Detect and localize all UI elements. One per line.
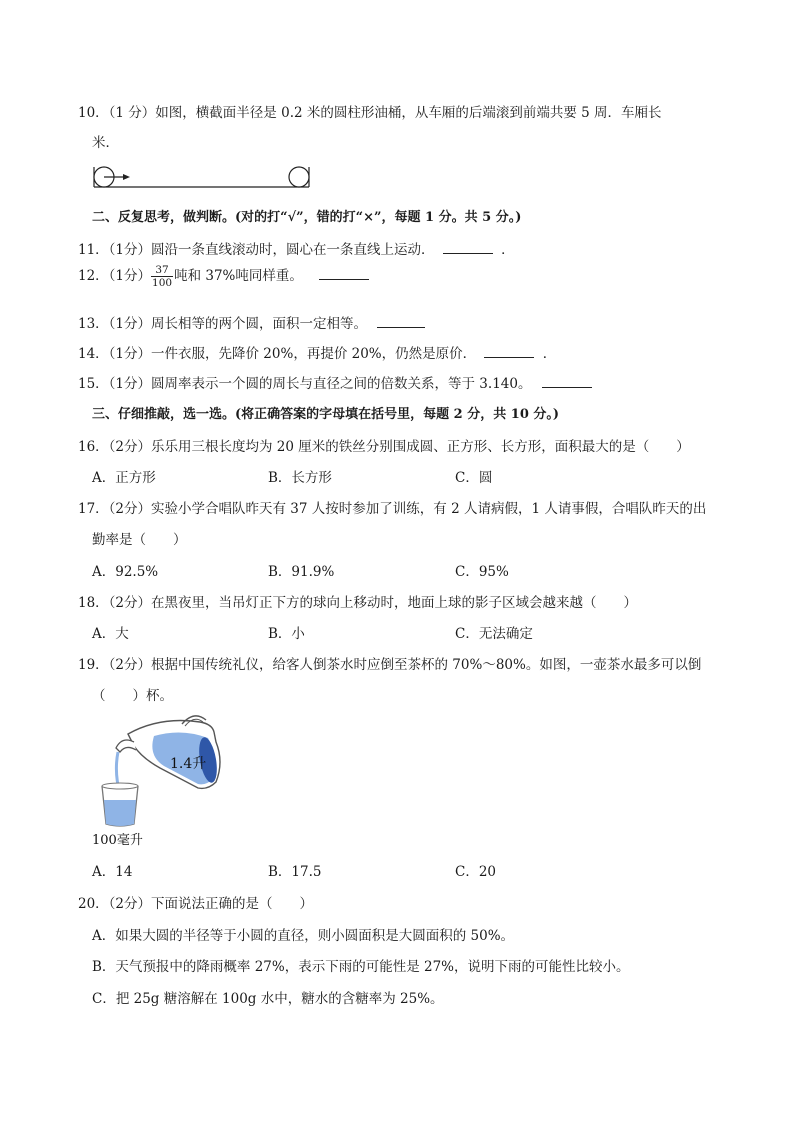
answer-blank: [443, 239, 493, 254]
question-10-text-cont: 米．: [92, 135, 119, 151]
option-c: C．95%: [455, 564, 509, 580]
option-a: A．正方形: [92, 470, 156, 486]
cup-volume-label: 100毫升: [92, 833, 143, 848]
option-a: A．大: [92, 626, 129, 642]
question-14: [78, 342, 556, 362]
answer-blank: [319, 265, 369, 280]
question-19-text-cont: （ ）杯。: [92, 688, 173, 704]
arrow-head-icon: [123, 174, 130, 180]
answer-blank: [377, 313, 425, 328]
question-12-suffix: 吨和 37%吨同样重。: [174, 268, 303, 284]
question-13: [78, 312, 425, 332]
option-c: C．20: [455, 864, 497, 880]
question-11-text: 11．（1分）圆沿一条直线滚动时，圆心在一条直线上运动．: [78, 242, 435, 258]
question-14-text: 14．（1分）一件衣服，先降价 20%，再提价 20%，仍然是原价．: [78, 346, 477, 362]
fraction-numerator: 37: [151, 264, 173, 277]
question-11-end: ．: [501, 242, 515, 258]
question-17-text: 17．（2分）实验小学合唱队昨天有 37 人按时参加了训练，有 2 人请病假，1 人请事假，合唱队昨天的出: [78, 501, 707, 517]
question-16-text: 16．（2分）乐乐用三根长度均为 20 厘米的铁丝分别围成圆、正方形、长方形，面积最大的是（ ）: [78, 439, 690, 455]
question-10-text: 10．（1 分）如图，横截面半径是 0.2 米的圆柱形油桶，从车厢的后端滚到前端共要 5 周．车厢长: [78, 105, 662, 121]
teapot-cup-illustration: [90, 712, 230, 852]
question-17-text-cont: 勤率是（ ）: [92, 532, 187, 548]
option-c: C．圆: [455, 470, 493, 486]
teapot-volume-label: 1.4升: [170, 756, 207, 772]
fraction: [151, 264, 173, 289]
option-c: C．把 25g 糖溶解在 100g 水中，糖水的含糖率为 25%。: [92, 991, 444, 1007]
question-20-text: 20．（2分）下面说法正确的是（ ）: [78, 896, 314, 912]
teapot-spout: [116, 740, 136, 752]
section-2-heading: 二、反复思考，做判断。(对的打“√”，错的打“×”，每题 1 分。共 5 分。): [92, 210, 522, 225]
question-18-text: 18．（2分）在黑夜里，当吊灯正下方的球向上移动时，地面上球的影子区域会越来越（ ）: [78, 595, 638, 611]
question-11: [78, 238, 515, 258]
cup-water: [104, 800, 136, 826]
option-a: A．14: [92, 864, 133, 880]
option-a: A．92.5%: [92, 564, 159, 580]
question-13-text: 13．（1分）周长相等的两个圆，面积一定相等。: [78, 316, 368, 332]
question-12-prefix: 12．（1分）: [78, 268, 152, 284]
option-b: B．小: [268, 626, 305, 642]
option-b: B．天气预报中的降雨概率 27%，表示下雨的可能性是 27%，说明下雨的可能性比较小。: [92, 959, 630, 975]
answer-blank: [484, 343, 534, 358]
answer-blank: [542, 373, 592, 388]
question-12: [78, 264, 369, 289]
option-b: B．长方形: [268, 470, 332, 486]
option-c: C．无法确定: [455, 626, 533, 642]
section-3-heading: 三、仔细推敲，选一选。(将正确答案的字母填在括号里，每题 2 分，共 10 分。): [92, 407, 560, 422]
option-b: B．91.9%: [268, 564, 335, 580]
question-15-text: 15．（1分）圆周率表示一个圆的周长与直径之间的倍数关系，等于 3.140。: [78, 376, 532, 392]
fraction-denominator: 100: [152, 277, 173, 289]
cup-rim: [102, 783, 138, 789]
truck-bed-diagram: [92, 164, 312, 190]
option-b: B．17.5: [268, 864, 322, 880]
question-19-text: 19．（2分）根据中国传统礼仪，给客人倒茶水时应倒至茶杯的 70%～80%。如图，一壶茶水最多可以倒: [78, 657, 702, 673]
question-14-end: ．: [542, 346, 557, 362]
question-15: [78, 372, 592, 392]
option-a: A．如果大圆的半径等于小圆的直径，则小圆面积是大圆面积的 50%。: [92, 928, 515, 944]
oil-drum-end-circle: [289, 167, 309, 187]
